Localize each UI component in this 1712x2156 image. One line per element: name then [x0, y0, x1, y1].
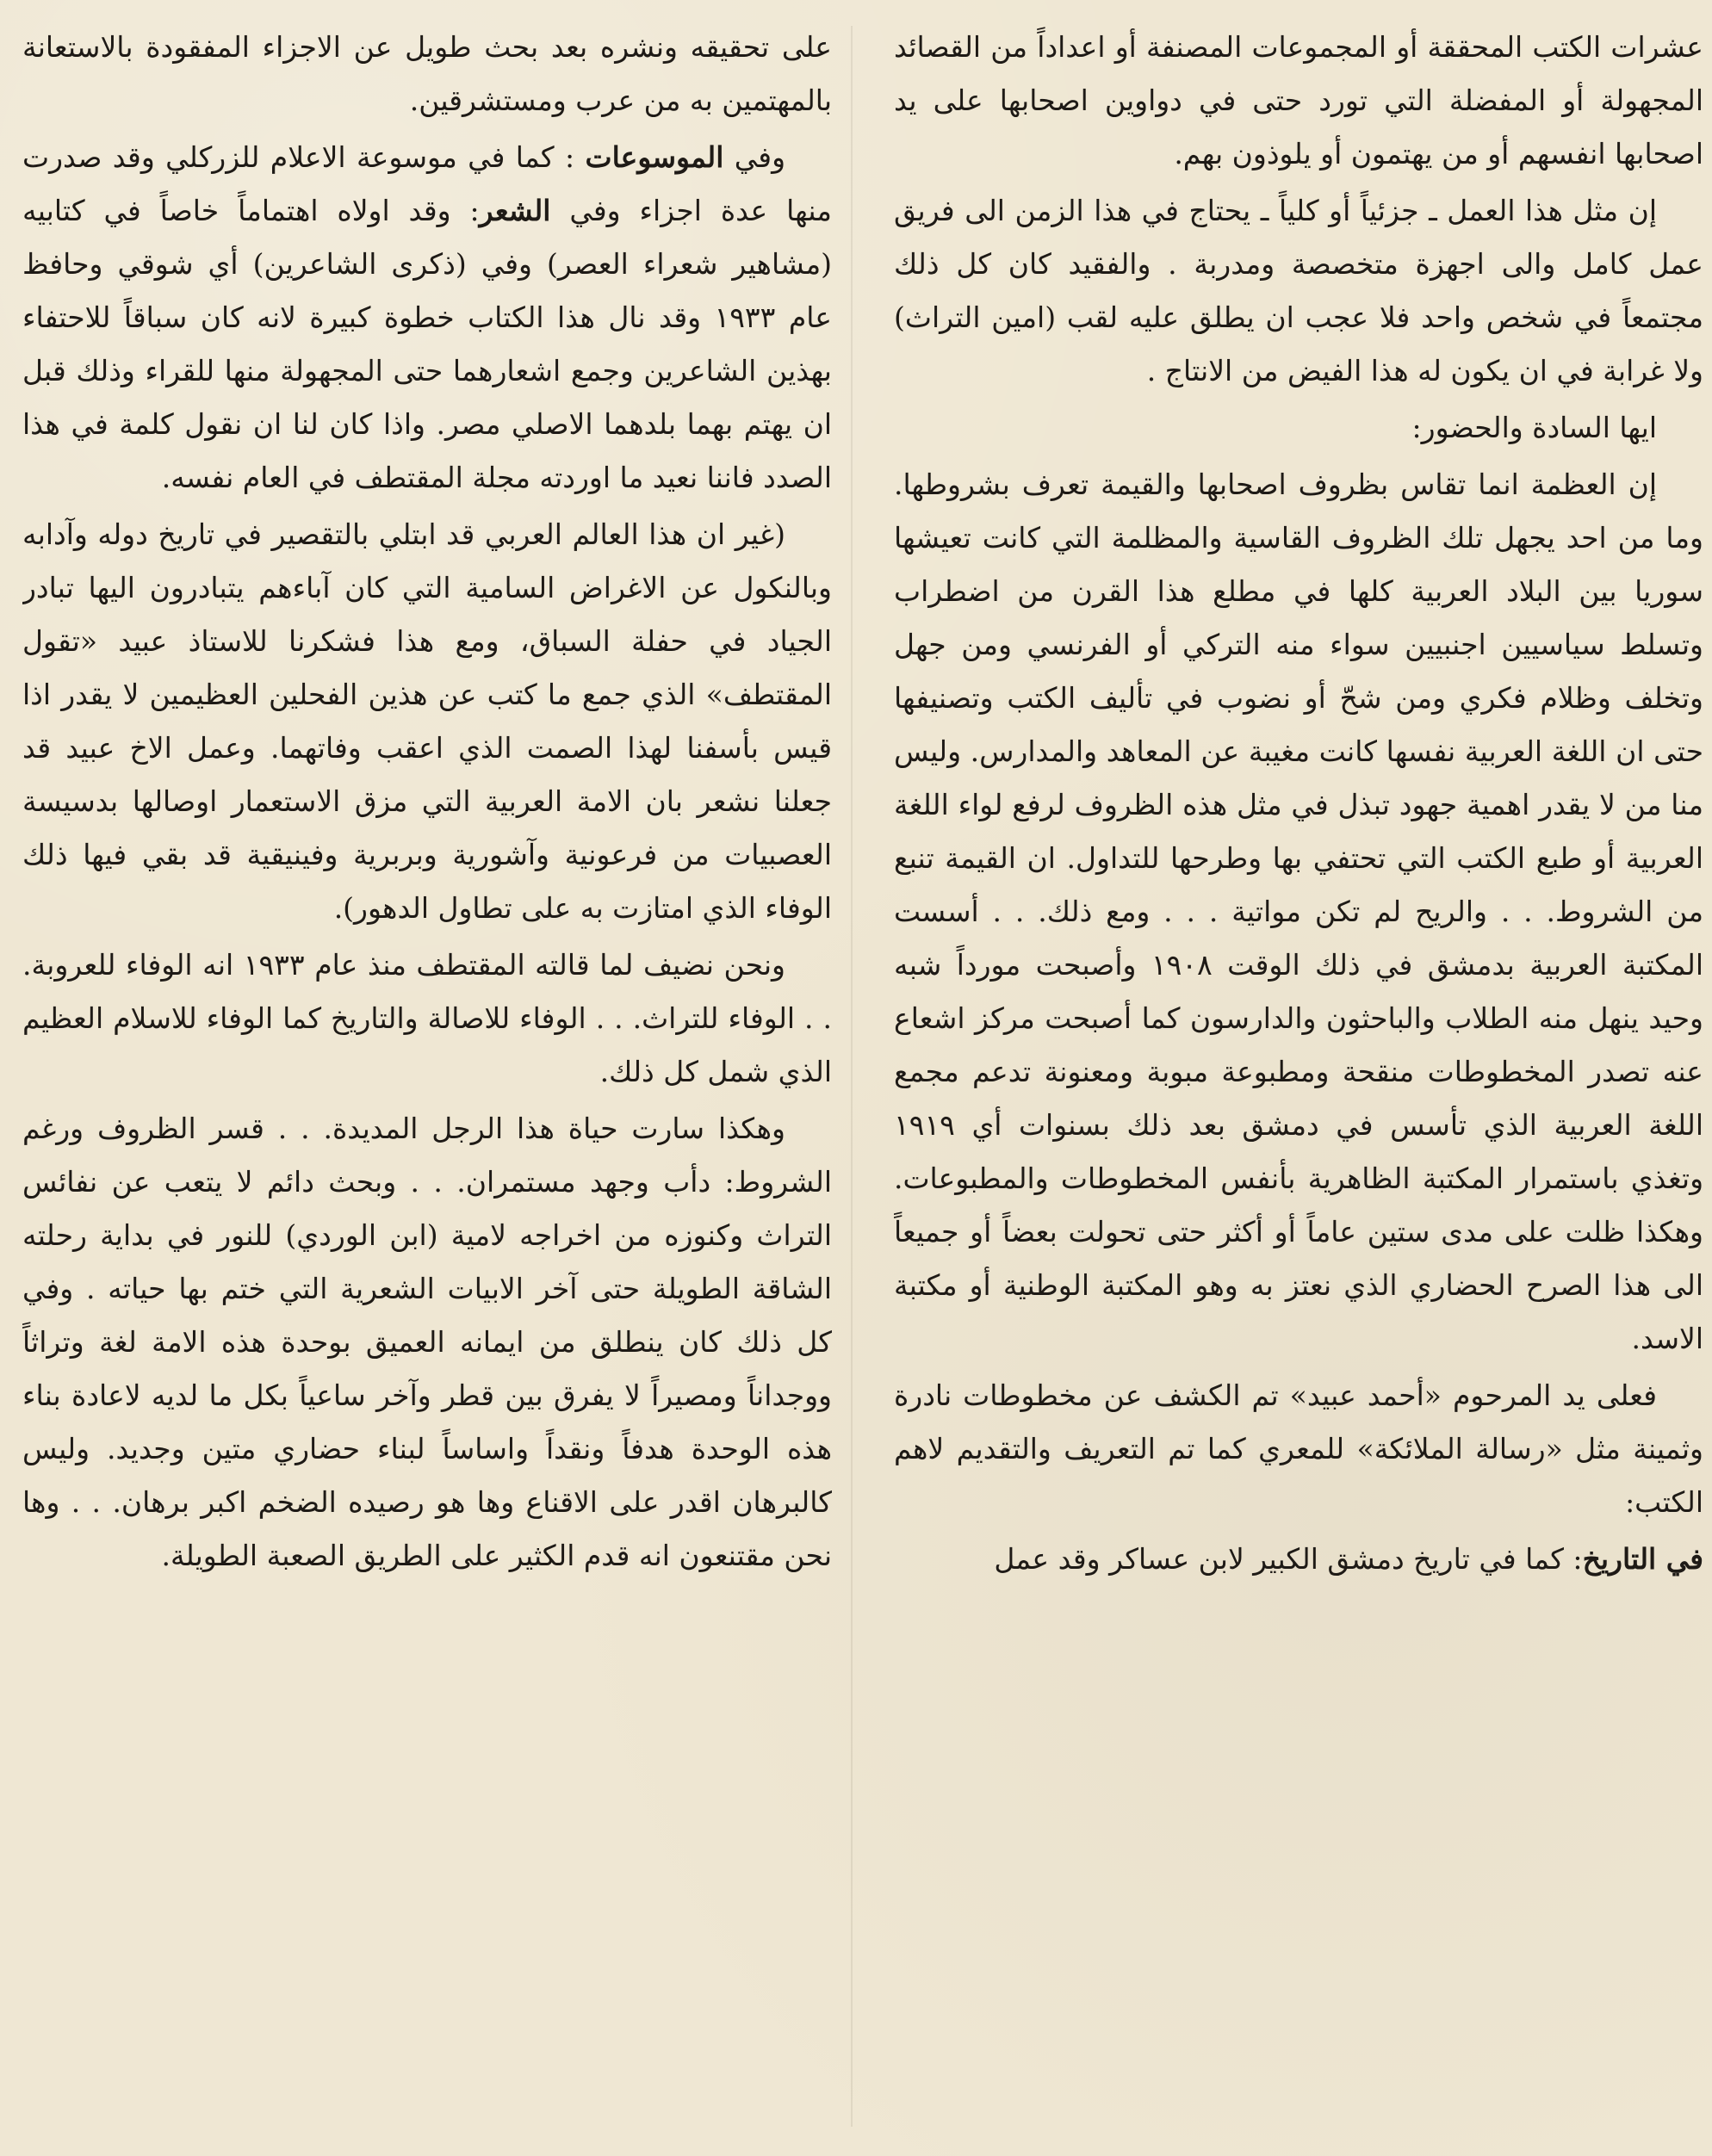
column-divider	[851, 26, 853, 2127]
paragraph	[22, 131, 832, 505]
section-label: الشعر	[479, 194, 551, 227]
paragraph-text: وفي	[734, 140, 786, 174]
paragraph: ونحن نضيف لما قالته المقتطف منذ عام ١٩٣٣ انه الوفاء للعروبة. . . الوفاء للتراث. . . الوفاء للاصالة والتاريخ كما الوفاء للاسلام العظيم الذي شمل كل ذلك.	[22, 948, 832, 1088]
left-column	[22, 21, 832, 2139]
paragraph	[894, 1533, 1703, 1586]
paragraph-text: : وقد اولاه اهتماماً خاصاً في كتابيه (مشاهير شعراء العصر) وفي (ذكرى الشاعرين) أي شوقي وحافظ عام ١٩٣٣ وقد نال هذا الكتاب خطوة كبيرة لانه كان سباقاً للاحتفاء بهذين الشاعرين وجمع اشعارهما حتى المجهولة منها للقراء وذلك قبل ان يهتم بهما بلدهما الاصلي مصر. واذا كان لنا ان نقول كلمة في هذا الصدد فاننا نعيد ما اوردته مجلة المقتطف في العام نفسه.	[22, 194, 832, 494]
paragraph: وهكذا سارت حياة هذا الرجل المديدة. . . قسر الظروف ورغم الشروط: دأب وجهد مستمران. . . وبحث دائم لا يتعب عن نفائس التراث وكنوزه من اخراجه لامية (ابن الوردي) للنور في بداية رحلته الشاقة الطويلة حتى آخر الابيات الشعرية التي ختم بها حياته . وفي كل ذلك كان ينطلق من ايمانه العميق بوحدة هذه الامة لغة وتراثاً ووجداناً ومصيراً لا يفرق بين قطر وآخر ساعياً بكل ما لديه لاعادة بناء هذه الوحدة هدفاً ونقداً واساساً لبناء حضاري متين وجديد. وليس كالبرهان اقدر على الاقناع وها هو رصيده الضخم اكبر برهان. . . وها نحن مقتنعون انه قدم الكثير على الطريق الصعبة الطويلة.	[22, 1112, 832, 1572]
paragraph-text: : كما في موسوعة الاعلام للزركلي وقد صدرت منها عدة اجزاء وفي	[22, 140, 832, 227]
paragraph: إن العظمة انما تقاس بظروف اصحابها والقيمة تعرف بشروطها. وما من احد يجهل تلك الظروف القاسية والمظلمة التي كانت تعيشها سوريا بين البلاد العربية كلها في مطلع هذا القرن من اضطراب وتسلط سياسيين اجنبيين سواء منه التركي أو الفرنسي ومن جهل وتخلف وظلام فكري ومن شحّ أو نضوب في تأليف الكتب وتصنيفها حتى ان اللغة العربية نفسها كانت مغيبة عن المعاهد والمدارس. وليس منا من لا يقدر اهمية جهود تبذل في مثل هذه الظروف لرفع لواء اللغة العربية أو طبع الكتب التي تحتفي بها وطرحها للتداول. ان القيمة تنبع من الشروط. . . والريح لم تكن مواتية . . . ومع ذلك. . . أسست المكتبة العربية بدمشق في ذلك الوقت ١٩٠٨ وأصبحت مورداً شبه وحيد ينهل منه الطلاب والباحثون والدارسون كما أصبحت مركز اشعاع عنه تصدر المخطوطات منقحة ومطبوعة مبوبة ومعنونة تدعم مجمع اللغة العربية الذي تأسس في دمشق بعد ذلك بسنوات أي ١٩١٩ وتغذي باستمرار المكتبة الظاهرية بأنفس المخطوطات والمطبوعات. وهكذا ظلت على مدى ستين عاماً أو أكثر حتى تحولت بعضاً أو جميعاً الى هذا الصرح الحضاري الذي نعتز به وهو المكتبة الوطنية أو مكتبة الاسد.	[894, 468, 1703, 1355]
section-label: الموسوعات	[585, 140, 724, 174]
paragraph: ايها السادة والحضور:	[1411, 411, 1657, 444]
paragraph: (غير ان هذا العالم العربي قد ابتلي بالتقصير في تاريخ دوله وآدابه وبالنكول عن الاغراض السامية التي كان آباءهم يتبادرون اليها تبادر الجياد في حفلة السباق، ومع هذا فشكرنا للاستاذ عبيد «تقول المقتطف» الذي جمع ما كتب عن هذين الفحلين العظيمين لا يقدر اذا قيس بأسفنا لهذا الصمت الذي اعقب وفاتهما. وعمل الاخ عبيد قد جعلنا نشعر بان الامة العربية التي مزق الاستعمار اوصالها بدسيسة العصبيات من فرعونية وآشورية وبربرية وفينيقية قد بقي فيها ذلك الوفاء الذي امتازت به على تطاول الدهور).	[22, 517, 832, 925]
right-column	[894, 21, 1703, 2139]
section-label: في التاريخ	[1582, 1542, 1703, 1576]
paragraph: عشرات الكتب المحققة أو المجموعات المصنفة أو اعداداً من القصائد المجهولة أو المفضلة التي تورد حتى في دواوين اصحابها على يد اصحابها انفسهم أو من يهتمون أو يلوذون بهم.	[894, 30, 1703, 170]
paragraph: إن مثل هذا العمل ـ جزئياً أو كلياً ـ يحتاج في هذا الزمن الى فريق عمل كامل والى اجهزة متخصصة ومدربة . والفقيد كان كل ذلك مجتمعاً في شخص واحد فلا عجب ان يطلق عليه لقب (امين التراث) ولا غرابة في ان يكون له هذا الفيض من الانتاج .	[894, 194, 1703, 387]
paragraph-text: : كما في تاريخ دمشق الكبير لابن عساكر وقد عمل	[994, 1542, 1583, 1576]
paragraph: على تحقيقه ونشره بعد بحث طويل عن الاجزاء المفقودة بالاستعانة بالمهتمين به من عرب ومستشرقين.	[22, 30, 832, 117]
paragraph: فعلى يد المرحوم «أحمد عبيد» تم الكشف عن مخطوطات نادرة وثمينة مثل «رسالة الملائكة» للمعري كما تم التعريف والتقديم لاهم الكتب:	[894, 1378, 1703, 1519]
